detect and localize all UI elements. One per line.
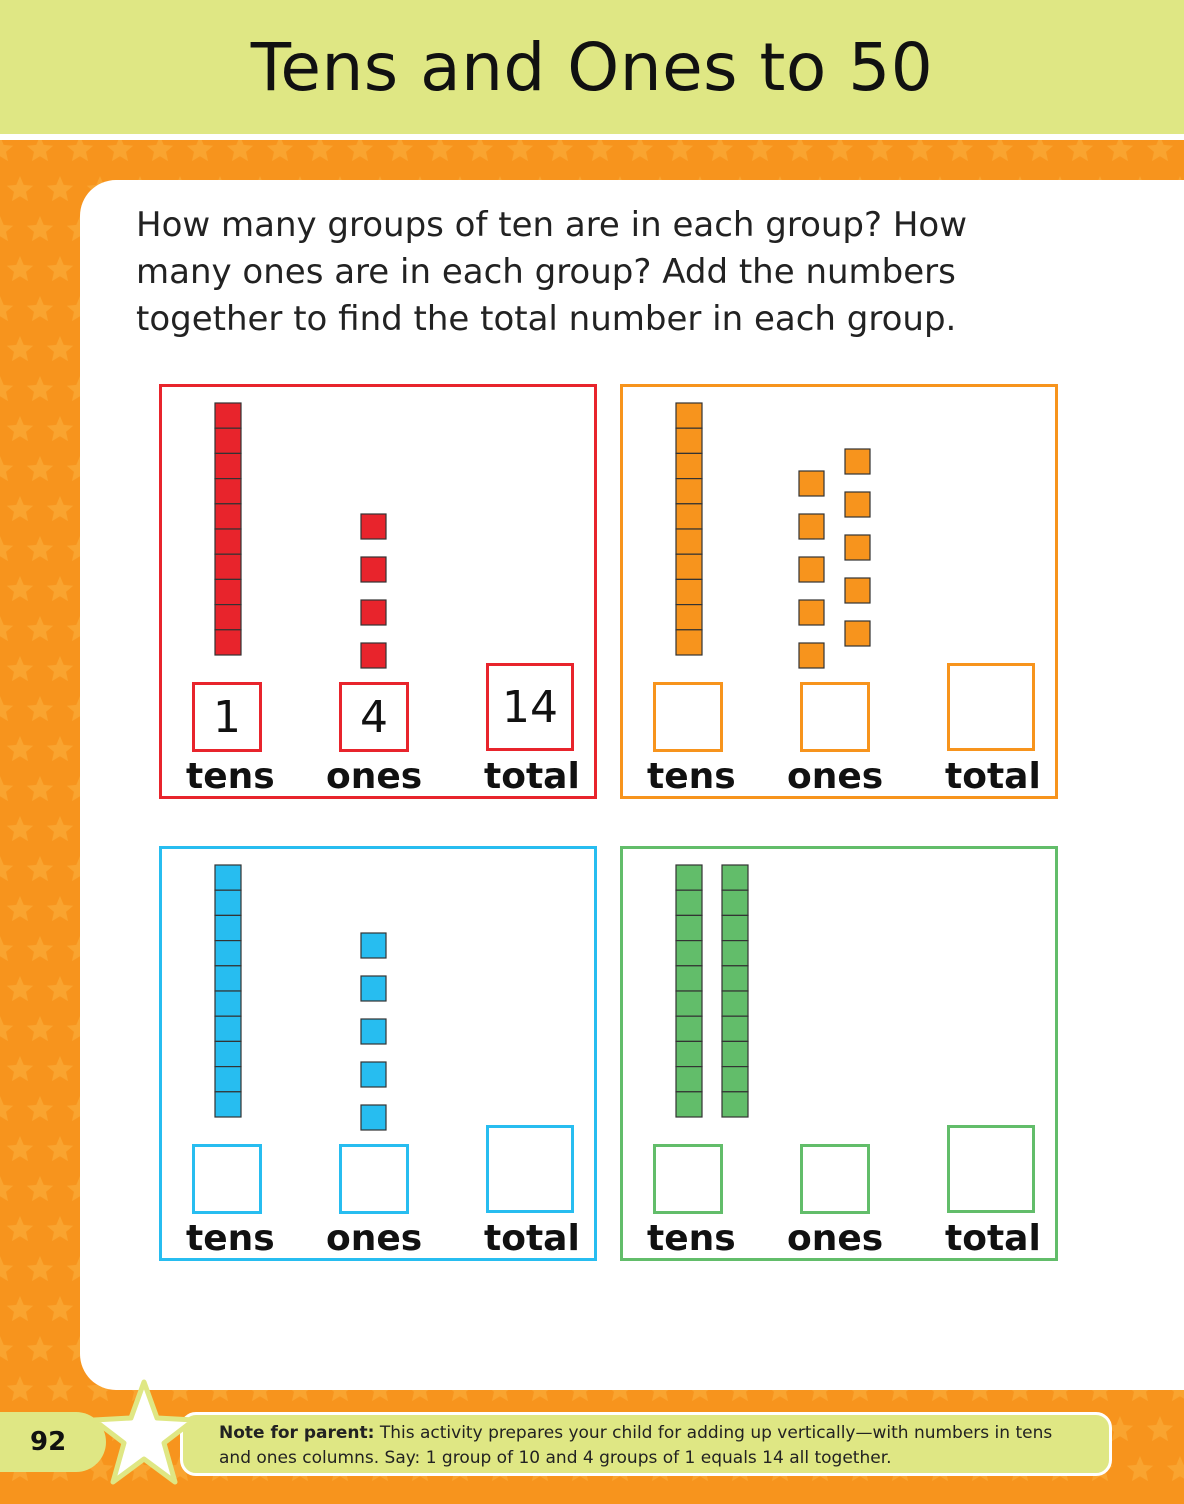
parent-note: [180, 1412, 1112, 1476]
total-answer-box[interactable]: [947, 663, 1035, 751]
group-box-green: [620, 846, 1058, 1261]
one-cube: [799, 600, 824, 625]
one-cube: [845, 449, 870, 474]
group-box-red: [159, 384, 597, 799]
total-answer-box[interactable]: [947, 1125, 1035, 1213]
ones-answer-box[interactable]: [800, 1144, 870, 1214]
one-cube: [361, 1019, 386, 1044]
tens-answer-box[interactable]: 1: [192, 682, 262, 752]
ones-answer-box[interactable]: [339, 1144, 409, 1214]
one-cube: [361, 600, 386, 625]
ones-label: ones: [326, 1218, 423, 1259]
ones-label: ones: [326, 756, 423, 797]
ten-rod: [676, 403, 702, 655]
blocks-drawing: [162, 387, 594, 677]
one-cube: [361, 1062, 386, 1087]
tens-answer-box[interactable]: [653, 1144, 723, 1214]
one-cube: [799, 471, 824, 496]
tens-label: tens: [186, 756, 275, 797]
ten-rod: [215, 865, 241, 1117]
group-box-blue: [159, 846, 597, 1261]
tens-answer-box[interactable]: [192, 1144, 262, 1214]
one-cube: [845, 578, 870, 603]
one-cube: [361, 557, 386, 582]
total-answer-box[interactable]: [486, 1125, 574, 1213]
group-box-orange: [620, 384, 1058, 799]
total-label: total: [945, 756, 1041, 797]
title-banner: [0, 0, 1184, 140]
total-label: total: [945, 1218, 1041, 1259]
blocks-drawing: [623, 387, 1055, 677]
blocks-drawing: [623, 849, 1055, 1139]
one-cube: [845, 535, 870, 560]
one-cube: [361, 976, 386, 1001]
tens-label: tens: [186, 1218, 275, 1259]
blocks-drawing: [162, 849, 594, 1139]
star-icon: [92, 1378, 196, 1488]
ones-label: ones: [787, 1218, 884, 1259]
instructions-text: How many groups of ten are in each group? How many ones are in each group? Add the numbers together to find the total number in each group.: [136, 205, 968, 339]
total-label: total: [484, 756, 580, 797]
one-cube: [799, 643, 824, 668]
tens-label: tens: [647, 756, 736, 797]
one-cube: [361, 933, 386, 958]
one-cube: [361, 514, 386, 539]
one-cube: [361, 643, 386, 668]
ones-label: ones: [787, 756, 884, 797]
ones-answer-box[interactable]: 4: [339, 682, 409, 752]
ten-rod: [722, 865, 748, 1117]
page-number: 92: [0, 1412, 106, 1472]
one-cube: [799, 557, 824, 582]
ones-answer-box[interactable]: [800, 682, 870, 752]
one-cube: [361, 1105, 386, 1130]
ten-rod: [215, 403, 241, 655]
one-cube: [845, 621, 870, 646]
page-title: Tens and Ones to 50: [250, 28, 934, 106]
parent-note-text: This activity prepares your child for adding up vertically—with numbers in tens and ones columns. Say: 1 group of 10 and 4 groups of 1 equals 14 all together.: [219, 1423, 1053, 1468]
ten-rod: [676, 865, 702, 1117]
one-cube: [799, 514, 824, 539]
tens-answer-box[interactable]: [653, 682, 723, 752]
parent-note-label: Note for parent:: [219, 1423, 375, 1443]
total-answer-box[interactable]: 14: [486, 663, 574, 751]
tens-label: tens: [647, 1218, 736, 1259]
total-label: total: [484, 1218, 580, 1259]
one-cube: [845, 492, 870, 517]
